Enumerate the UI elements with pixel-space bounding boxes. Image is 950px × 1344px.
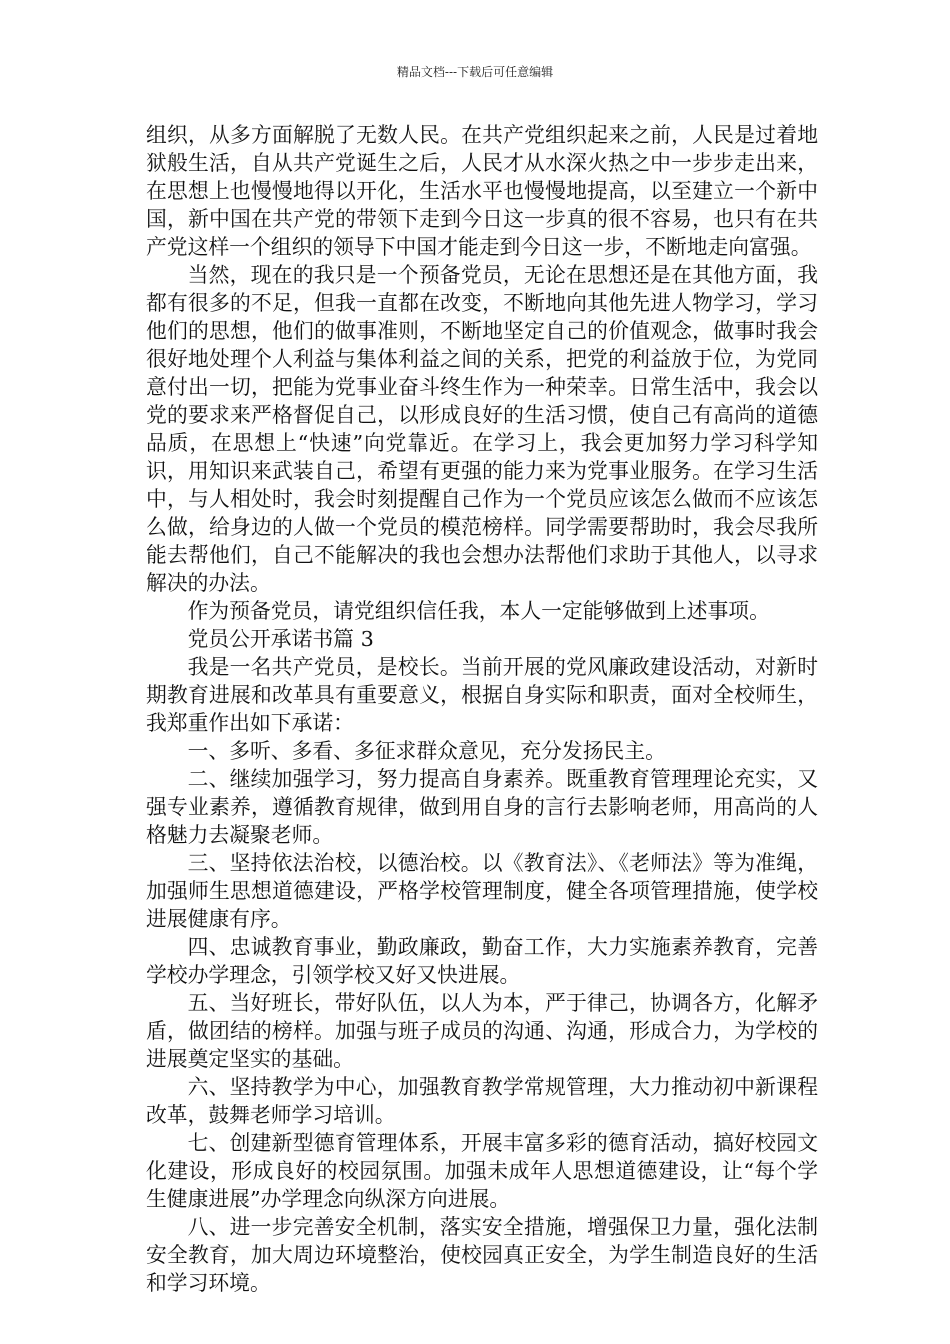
paragraph-continuation: 组织，从多方面解脱了无数人民。在共产党组织起来之前，人民是过着地狱般生活，自从共产党诞生之后，人民才从水深火热之中一步步走出来，在思想上也慢慢地得以开化，生活水平也慢慢地提高，以至建立一个新中国，新中国在共产党的带领下走到今日这一步真的很不容易，也只有在共产党这样一个组织的领导下中国才能走到今日这一步，不断地走向富强。: [146, 123, 818, 259]
commitment-item-2: 二、继续加强学习，努力提高自身素养。既重教育管理理论充实，又强专业素养，遵循教育规律，做到用自身的言行去影响老师，用高尚的人格魅力去凝聚老师。: [146, 767, 818, 847]
paragraph-self-assessment: 当然，现在的我只是一个预备党员，无论在思想还是在其他方面，我都有很多的不足，但我一直都在改变，不断地向其他先进人物学习，学习他们的思想，他们的做事准则，不断地坚定自己的价值观念，做事时我会很好地处理个人利益与集体利益之间的关系，把党的利益放于位，为党同意付出一切，把能为党事业奋斗终生作为一种荣幸。日常生活中，我会以党的要求来严格督促自己，以形成良好的生活习惯，使自己有高尚的道德品质，在思想上“快速”向党靠近。在学习上，我会更加努力学习科学知识，用知识来武装自己，希望有更强的能力来为党事业服务。在学习生活中，与人相处时，我会时刻提醒自己作为一个党员应该怎么做而不应该怎么做，给身边的人做一个党员的模范榜样。同学需要帮助时，我会尽我所能去帮他们，自己不能解决的我也会想办法帮他们求助于其他人，以寻求解决的办法。: [146, 263, 818, 595]
commitment-item-6: 六、坚持教学为中心，加强教育教学常规管理，大力推动初中新课程改革，鼓舞老师学习培训。: [146, 1075, 818, 1127]
commitment-item-5: 五、当好班长，带好队伍，以人为本，严于律己，协调各方，化解矛盾，做团结的榜样。加强与班子成员的沟通、沟通，形成合力，为学校的进展奠定坚实的基础。: [146, 991, 818, 1071]
paragraph-closing-pledge: 作为预备党员，请党组织信任我，本人一定能够做到上述事项。: [187, 599, 770, 623]
commitment-item-4: 四、忠诚教育事业，勤政廉政，勤奋工作，大力实施素养教育，完善学校办学理念，引领学校又好又快进展。: [146, 935, 818, 987]
section-heading: 党员公开承诺书篇 3: [187, 627, 374, 651]
commitment-item-7: 七、创建新型德育管理体系，开展丰富多彩的德育活动，搞好校园文化建设，形成良好的校园氛围。加强未成年人思想道德建设，让“每个学生健康进展”办学理念向纵深方向进展。: [146, 1131, 818, 1211]
page-header: 精品文档---下载后可任意编辑: [396, 65, 554, 79]
commitment-item-1: 一、多听、多看、多征求群众意见，充分发扬民主。: [187, 739, 666, 763]
paragraph-intro: 我是一名共产党员，是校长。当前开展的党风廉政建设活动，对新时期教育进展和改革具有重要意义，根据自身实际和职责，面对全校师生，我郑重作出如下承诺：: [146, 655, 818, 735]
document-body: [146, 121, 818, 1297]
commitment-item-8: 八、进一步完善安全机制，落实安全措施，增强保卫力量，强化法制安全教育，加大周边环境整治，使校园真正安全，为学生制造良好的生活和学习环境。: [146, 1215, 818, 1295]
commitment-item-3: 三、坚持依法治校，以德治校。以《教育法》、《老师法》等为准绳，加强师生思想道德建设，严格学校管理制度，健全各项管理措施，使学校进展健康有序。: [146, 851, 818, 931]
